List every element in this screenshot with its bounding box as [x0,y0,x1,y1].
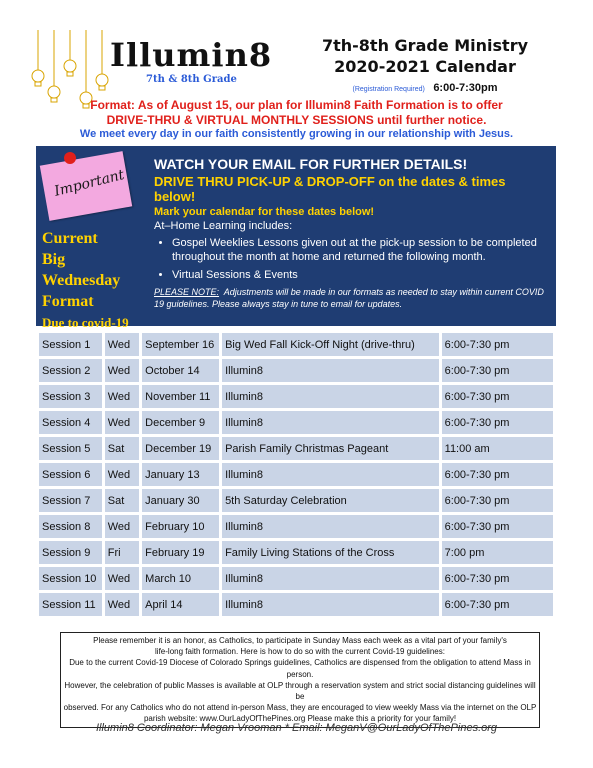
cell-time: 6:00-7:30 pm [442,411,553,434]
please-note-text: Adjustments will be made in our formats as needed to stay within current COVID 19 guidelines. Please always stay in tune to email for updates. [154,287,544,309]
cell-date: March 10 [142,567,219,590]
cell-day: Wed [105,593,139,616]
cell-session: Session 1 [39,333,102,356]
mass-notice-line: life-long faith formation. Here is how to do so with the current Covid-19 guidelines: [155,647,445,657]
mass-notice-line: parish website: www.OurLadyOfThePines.org Please make this a priority for your family! [143,714,457,724]
cell-session: Session 7 [39,489,102,512]
cell-session: Session 11 [39,593,102,616]
registration-note: (Registration Required) [352,86,425,93]
cell-session: Session 6 [39,463,102,486]
cell-event: Illumin8 [222,515,439,538]
mark-calendar-line: Mark your calendar for these dates below! [154,206,375,218]
cell-time: 11:00 am [442,437,553,460]
table-row [39,411,553,434]
please-note-label: PLEASE NOTE: [154,287,220,297]
current-label-line: Format [42,293,94,310]
table-row [39,489,553,512]
cell-session: Session 2 [39,359,102,382]
cell-time: 6:00-7:30 pm [442,593,553,616]
table-row [39,593,553,616]
mass-notice-line: Due to the current Covid-19 Diocese of Colorado Springs guidelines, Catholics are dispensed from the obligation to attend Mass in person. [69,658,531,679]
table-row [39,437,553,460]
important-note-label: Important [52,166,126,200]
cell-day: Wed [105,333,139,356]
cell-day: Wed [105,515,139,538]
cell-event: Illumin8 [222,359,439,382]
session-time: 6:00-7:30pm [433,82,498,94]
please-note [154,286,550,310]
cell-event: Parish Family Christmas Pageant [222,437,439,460]
cell-time: 7:00 pm [442,541,553,564]
mass-notice-line: observed. For any Catholics who do not attend in-person Mass, they are encouraged to view weekly Mass via the internet on the OLP [63,703,537,713]
list-item: • Gospel Weeklies Lessons given out at the pick-up session to be completed throughout the month at home and returned the following month. [172,236,550,264]
cell-day: Sat [105,489,139,512]
info-banner [36,146,556,330]
cell-day: Sat [105,437,139,460]
cell-date: January 30 [142,489,219,512]
cell-day: Wed [105,385,139,408]
format-notice [10,98,583,128]
cell-time: 6:00-7:30 pm [442,359,553,382]
list-item: • Virtual Sessions & Events [172,268,550,282]
format-line-2: DRIVE-THRU & VIRTUAL MONTHLY SESSIONS until further notice. [106,113,487,127]
cell-date: October 14 [142,359,219,382]
cell-event: Illumin8 [222,593,439,616]
table-row [39,463,553,486]
watch-email-heading: WATCH YOUR EMAIL FOR FURTHER DETAILS! [154,156,468,172]
cell-date: November 11 [142,385,219,408]
cell-day: Wed [105,463,139,486]
cell-date: December 9 [142,411,219,434]
important-note [40,151,132,221]
cell-date: February 19 [142,541,219,564]
ministry-title: 7th-8th Grade Ministry [321,36,529,55]
calendar-header [300,36,550,96]
cell-event: Family Living Stations of the Cross [222,541,439,564]
cell-time: 6:00-7:30 pm [442,463,553,486]
cell-session: Session 8 [39,515,102,538]
coordinator-line: Illumin8 Coordinator: Megan Vrooman * Email: MeganV@OurLadyOfThePines.org [95,722,498,734]
current-label-line: Current [42,230,98,247]
home-learning-line: At–Home Learning includes: [154,220,293,232]
cell-session: Session 4 [39,411,102,434]
table-row [39,541,553,564]
cell-session: Session 3 [39,385,102,408]
banner-text [154,156,550,310]
cell-day: Wed [105,567,139,590]
cell-day: Fri [105,541,139,564]
cell-day: Wed [105,359,139,382]
cell-event: Illumin8 [222,463,439,486]
cell-time: 6:00-7:30 pm [442,489,553,512]
table-row [39,359,553,382]
cell-session: Session 5 [39,437,102,460]
current-label-line: Big Wednesday [42,251,121,289]
cell-event: 5th Saturday Celebration [222,489,439,512]
logo-title: Illumin8 [110,36,273,74]
registration-line [300,78,550,96]
motto: We meet every day in our faith consistently growing in our relationship with Jesus. [79,128,514,140]
table-row [39,333,553,356]
cell-event: Illumin8 [222,385,439,408]
cell-time: 6:00-7:30 pm [442,333,553,356]
cell-date: January 13 [142,463,219,486]
cell-date: September 16 [142,333,219,356]
logo-subtitle: 7th & 8th Grade [146,74,237,85]
table-row [39,567,553,590]
calendar-title: 2020-2021 Calendar [334,57,516,76]
format-line-1: Format: As of August 15, our plan for Illumin8 Faith Formation is to offer [90,98,503,112]
mass-notice-line: Please remember it is an honor, as Catholics, to participate in Sunday Mass each week as a vital part of your family's [93,636,507,645]
cell-session: Session 10 [39,567,102,590]
cell-day: Wed [105,411,139,434]
session-calendar-table [36,330,556,619]
cell-event: Big Wed Fall Kick-Off Night (drive-thru) [222,333,439,356]
cell-date: February 10 [142,515,219,538]
drive-thru-heading: DRIVE THRU PICK-UP & DROP-OFF on the dates & times below! [154,174,506,204]
cell-time: 6:00-7:30 pm [442,515,553,538]
cell-time: 6:00-7:30 pm [442,567,553,590]
mass-notice-line: However, the celebration of public Masses is available at OLP through a reservation system and strict social distancing guidelines will be [64,680,536,702]
current-label-line: Due to covid-19 [42,315,129,330]
table-row [39,385,553,408]
mass-notice [60,632,540,728]
cell-time: 6:00-7:30 pm [442,385,553,408]
pushpin-icon [64,152,76,164]
current-format-label [42,228,146,333]
cell-date: December 19 [142,437,219,460]
home-learning-list [154,236,550,282]
cell-event: Illumin8 [222,567,439,590]
cell-session: Session 9 [39,541,102,564]
cell-date: April 14 [142,593,219,616]
table-row [39,515,553,538]
cell-event: Illumin8 [222,411,439,434]
